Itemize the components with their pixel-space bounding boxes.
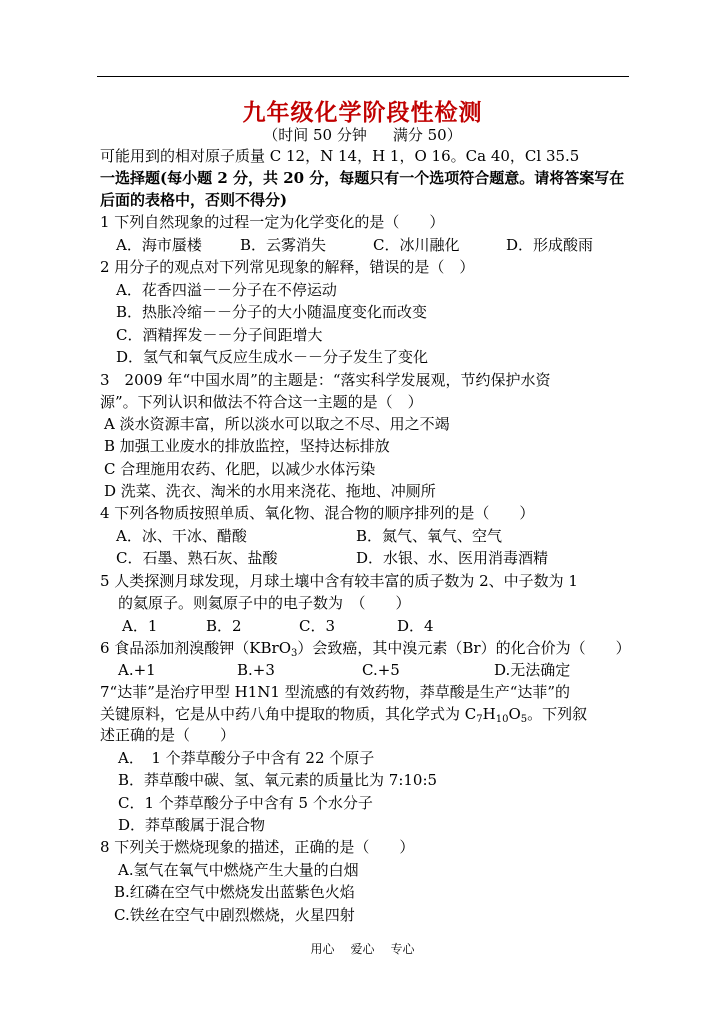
q7-option-d: D．莽草酸属于混合物 (118, 816, 266, 834)
q7-stem-text: 关键原料，它是从中药八角中提取的物质，其化学式为 C (100, 705, 477, 723)
section-heading-line-1: 一选择题(每小题 2 分，共 20 分，每题只有一个选项符合题意。请将答案写在 (100, 169, 625, 187)
q7-formula-h-sub: 10 (495, 714, 509, 725)
q3-option-d: D 洗菜、洗衣、淘米的水用来浇花、拖地、冲厕所 (104, 482, 436, 500)
q8-option-a: A.氢气在氧气中燃烧产生大量的白烟 (118, 861, 359, 879)
section-heading-line-2: 后面的表格中，否则不得分) (100, 191, 288, 209)
q4-stem: 4 下列各物质按照单质、氧化物、混合物的顺序排列的是（ ） (100, 504, 535, 522)
q2-option-b: B．热胀冷缩－－分子的大小随温度变化而改变 (116, 303, 428, 321)
footer-word-2: 爱心 (350, 942, 375, 956)
q3-option-c: C 合理施用农药、化肥，以减少水体污染 (104, 460, 376, 478)
q6-stem-text-end: ）会致癌，其中溴元素（Br）的化合价为（ ） (297, 639, 631, 657)
q1-option-c: C．冰川融化 (373, 236, 460, 254)
exam-subtitle (0, 124, 725, 145)
q2-option-d: D．氢气和氧气反应生成水－－分子发生了变化 (116, 348, 429, 366)
q1-option-d: D．形成酸雨 (506, 236, 594, 254)
footer-word-3: 专心 (390, 942, 415, 956)
q8-option-c: C.铁丝在空气中剧烈燃烧，火星四射 (114, 906, 355, 924)
q7-formula-h: H (482, 705, 496, 723)
exam-time: （时间 50 分钟 (263, 126, 367, 144)
q2-stem: 2 用分子的观点对下列常见现象的解释，错误的是（ ） (100, 258, 475, 276)
q7-stem-line-3: 述正确的是（ ） (100, 726, 236, 744)
exam-score: 满分 50） (392, 126, 462, 144)
q4-option-b: B．氮气、氧气、空气 (356, 527, 503, 545)
q1-option-b: B．云雾消失 (240, 236, 327, 254)
q5-option-d: D．4 (397, 617, 434, 635)
q5-option-c: C．3 (299, 617, 336, 635)
q6-option-b: B.+3 (237, 661, 275, 679)
q1-stem: 1 下列自然现象的过程一定为化学变化的是（ ） (100, 213, 445, 231)
q5-stem-line-1: 5 人类探测月球发现，月球土壤中含有较丰富的质子数为 2、中子数为 1 (100, 572, 578, 590)
atomic-mass-line: 可能用到的相对原子质量 C 12，N 14，H 1，O 16。Ca 40，Cl 35.5 (100, 147, 580, 165)
q7-option-c: C．1 个莽草酸分子中含有 5 个水分子 (118, 794, 373, 812)
q5-option-a: A．1 (122, 617, 158, 635)
q6-option-c: C.+5 (362, 661, 400, 679)
q5-stem-line-2: 的氦原子。则氦原子中的电子数为 （ ） (118, 594, 411, 612)
q6-stem (100, 638, 631, 658)
q3-option-b: B 加强工业废水的排放监控，坚持达标排放 (104, 437, 390, 455)
q6-option-a: A.+1 (118, 661, 156, 679)
q3-stem-line-2: 源”。下列认识和做法不符合这一主题的是（ ） (100, 393, 423, 411)
exam-title: 九年级化学阶段性检测 (242, 99, 483, 126)
q4-option-c: C．石墨、熟石灰、盐酸 (116, 549, 278, 567)
q7-stem-line-1: 7“达菲”是治疗甲型 H1N1 型流感的有效药物，莽草酸是生产“达菲”的 (100, 683, 571, 701)
q7-formula-o: O (508, 705, 521, 723)
q2-option-c: C．酒精挥发－－分子间距增大 (116, 326, 323, 344)
q2-option-a: A．花香四溢－－分子在不停运动 (116, 281, 337, 299)
q7-stem-text-end: 。下列叙 (527, 705, 588, 723)
q4-option-d: D．水银、水、医用消毒酒精 (356, 549, 549, 567)
q3-stem-line-1: 3 2009 年“中国水周”的主题是：“落实科学发展观，节约保护水资 (100, 371, 551, 389)
q4-option-a: A．冰、干冰、醋酸 (116, 527, 247, 545)
q7-stem-line-2 (100, 704, 587, 724)
q7-option-a: A． 1 个莽草酸分子中含有 22 个原子 (118, 749, 375, 767)
q6-subscript: 3 (291, 648, 298, 659)
q3-option-a: A 淡水资源丰富，所以淡水可以取之不尽、用之不竭 (104, 415, 450, 433)
q8-option-b: B.红磷在空气中燃烧发出蓝紫色火焰 (114, 883, 355, 901)
q8-stem: 8 下列关于燃烧现象的描述，正确的是（ ） (100, 838, 415, 856)
q6-option-d: D.无法确定 (494, 661, 571, 679)
header-rule (97, 76, 629, 77)
q5-option-b: B．2 (206, 617, 242, 635)
q7-option-b: B．莽草酸中碳、氢、氧元素的质量比为 7:10:5 (118, 771, 438, 789)
q7-formula-o-sub: 5 (520, 714, 528, 725)
footer-word-1: 用心 (310, 942, 335, 956)
q6-stem-text: 6 食品添加剂溴酸钾（KBrO (100, 639, 292, 657)
page-footer (0, 940, 725, 957)
q7-formula-c-sub: 7 (476, 714, 483, 725)
q1-option-a: A．海市蜃楼 (116, 236, 202, 254)
